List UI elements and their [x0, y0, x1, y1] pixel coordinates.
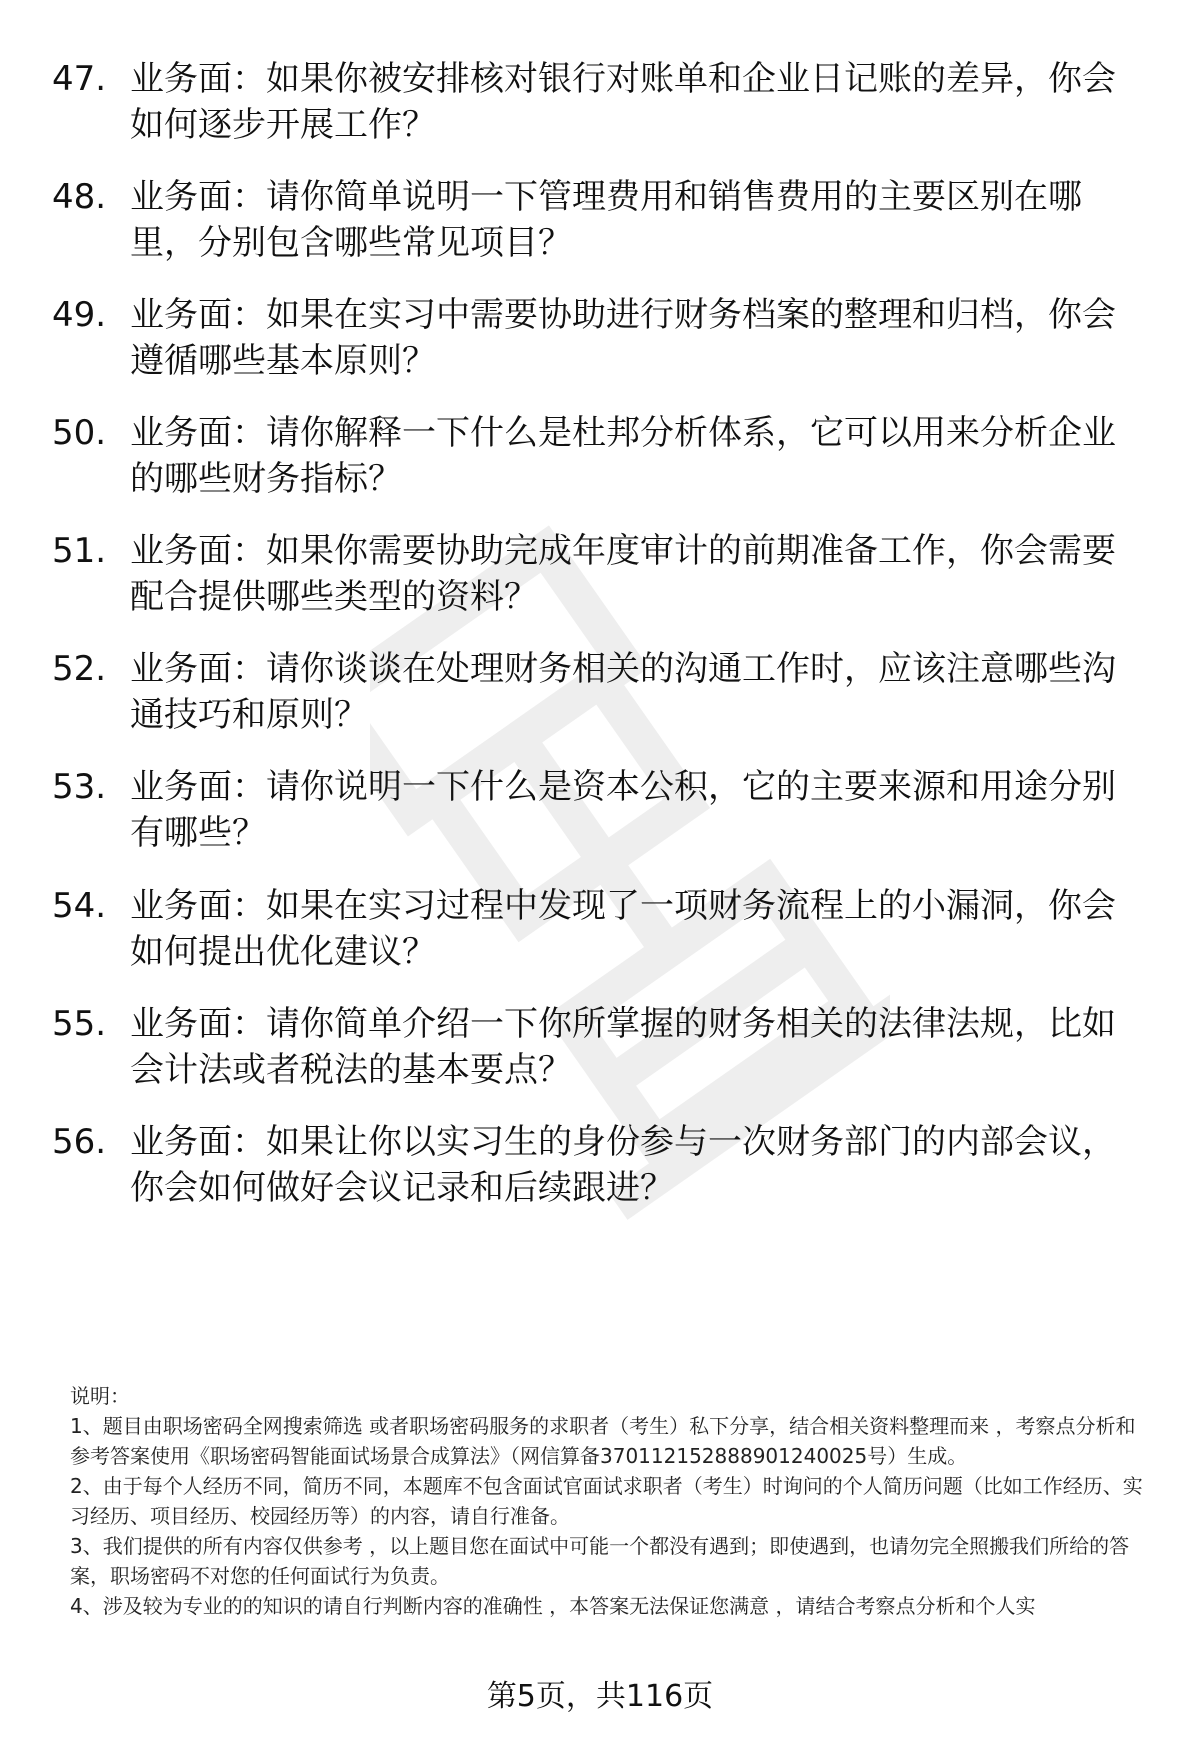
note-item: 2、由于每个人经历不同，简历不同，本题库不包含面试官面试求职者（考生）时询问的个人简历问题（比如工作经历、实习经历、项目经历、校园经历等）的内容，请自行准备。	[70, 1474, 1143, 1528]
question-text: 业务面：请你简单说明一下管理费用和销售费用的主要区别在哪里，分别包含哪些常见项目？	[130, 177, 1082, 263]
notes-heading: 说明：	[70, 1384, 130, 1408]
disclaimer-notes	[70, 1381, 1150, 1621]
question-number: 55.	[52, 1004, 107, 1044]
question-number: 51.	[52, 531, 107, 571]
question-number: 49.	[52, 295, 107, 335]
question-text: 业务面：请你谈谈在处理财务相关的沟通工作时，应该注意哪些沟通技巧和原则？	[130, 649, 1116, 735]
question-text: 业务面：如果你需要协助完成年度审计的前期准备工作，你会需要配合提供哪些类型的资料？	[130, 531, 1116, 617]
question-text: 业务面：请你简单介绍一下你所掌握的财务相关的法律法规，比如会计法或者税法的基本要点？	[130, 1004, 1116, 1090]
question-text: 业务面：如果你被安排核对银行对账单和企业日记账的差异，你会如何逐步开展工作？	[130, 59, 1116, 145]
question-number: 53.	[52, 767, 107, 807]
question-text: 业务面：如果在实习过程中发现了一项财务流程上的小漏洞，你会如何提出优化建议？	[130, 886, 1116, 972]
question-text: 业务面：请你解释一下什么是杜邦分析体系，它可以用来分析企业的哪些财务指标？	[130, 413, 1116, 499]
question-text: 业务面：如果让你以实习生的身份参与一次财务部门的内部会议，你会如何做好会议记录和后续跟进？	[130, 1122, 1116, 1208]
question-text: 业务面：请你说明一下什么是资本公积，它的主要来源和用途分别有哪些？	[130, 767, 1116, 853]
page-number: 第5页，共116页	[486, 1679, 714, 1714]
question-number: 52.	[52, 649, 107, 689]
question-number: 54.	[52, 886, 107, 926]
question-number: 48.	[52, 177, 107, 217]
question-number: 50.	[52, 413, 107, 453]
question-text: 业务面：如果在实习中需要协助进行财务档案的整理和归档，你会遵循哪些基本原则？	[130, 295, 1116, 381]
question-number: 56.	[52, 1122, 107, 1162]
question-number: 47.	[52, 59, 107, 99]
note-item: 3、我们提供的所有内容仅供参考 ，以上题目您在面试中可能一个都没有遇到；即使遇到，也请勿完全照搬我们所给的答案，职场密码不对您的任何面试行为负责。	[70, 1534, 1130, 1588]
note-item: 4、涉及较为专业的的知识的请自行判断内容的准确性 ，本答案无法保证您满意 ，请结合考察点分析和个人实	[70, 1594, 1036, 1618]
note-item: 1、题目由职场密码全网搜索筛选 或者职场密码服务的求职者（考生）私下分享，结合相关资料整理而来 ，考察点分析和参考答案使用《职场密码智能面试场景合成算法》（网信算备370112152888901240025号）生成。	[70, 1414, 1136, 1468]
